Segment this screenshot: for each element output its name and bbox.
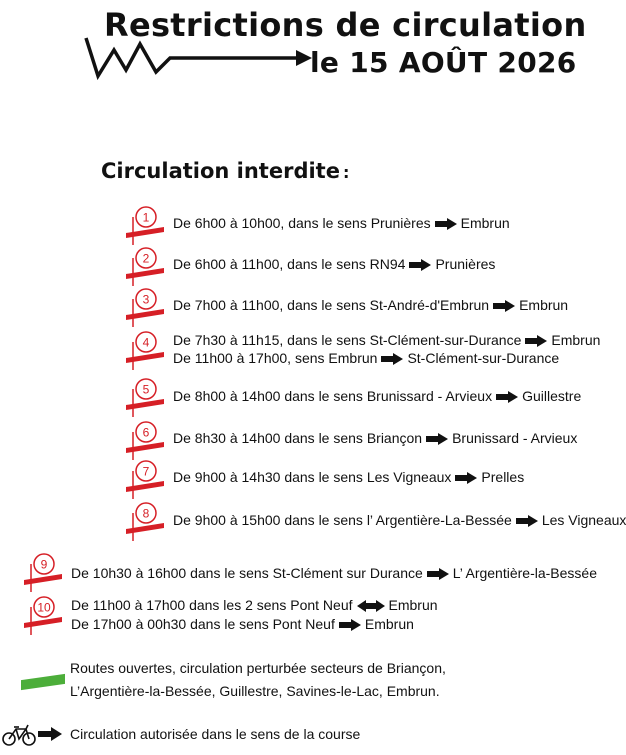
arrow-right-icon <box>38 727 62 741</box>
restriction-badge-4 <box>124 330 168 379</box>
arrow-right-icon <box>496 391 518 403</box>
arrow-right-icon <box>516 515 538 527</box>
restriction-text: De 8h00 à 14h00 dans le sens Brunissard - Arvieux <box>173 388 493 404</box>
road-marker-icon <box>124 501 168 545</box>
open-routes-line-2: L’Argentière-la-Bessée, Guillestre, Savines-le-Lac, Embrun. <box>70 683 440 699</box>
restriction-destination: Embrun <box>460 215 510 231</box>
badge-number: 4 <box>142 335 150 350</box>
badge-number: 7 <box>142 464 150 479</box>
restriction-text: De 8h30 à 14h00 dans le sens Briançon <box>173 430 423 446</box>
restriction-line <box>173 332 600 349</box>
road-marker-icon <box>124 205 168 249</box>
badge-number: 5 <box>142 382 150 397</box>
section-title <box>101 159 349 183</box>
badge-number: 10 <box>37 600 51 615</box>
restriction-line <box>71 565 597 582</box>
restriction-text: De 6h00 à 10h00, dans le sens Prunières <box>173 215 431 231</box>
restriction-line <box>173 256 495 273</box>
restriction-line <box>71 597 438 614</box>
restriction-text: De 7h00 à 11h00, dans le sens St-André-d'Embrun <box>173 297 490 313</box>
badge-number: 6 <box>142 425 150 440</box>
restriction-badge-8 <box>124 501 168 550</box>
restriction-line <box>173 469 524 486</box>
road-marker-icon <box>124 287 168 331</box>
arrow-right-icon <box>427 568 449 580</box>
restriction-line <box>173 512 626 529</box>
road-marker-icon <box>124 420 168 464</box>
bicycle-icon <box>2 723 38 747</box>
restriction-text: De 9h00 à 15h00 dans le sens l’ Argentière-La-Bessée <box>173 512 512 528</box>
badge-number: 9 <box>40 557 48 572</box>
arrow-right-icon <box>339 619 361 631</box>
open-routes-line-1: Routes ouvertes, circulation perturbée secteurs de Briançon, <box>70 660 446 676</box>
restriction-text: De 11h00 à 17h00, sens Embrun <box>173 350 378 366</box>
restriction-text: De 17h00 à 00h30 dans le sens Pont Neuf <box>71 616 335 632</box>
restriction-text: De 10h30 à 16h00 dans le sens St-Clément sur Durance <box>71 565 423 581</box>
section-title-colon: : <box>342 163 350 182</box>
restriction-destination: St-Clément-sur-Durance <box>407 350 560 366</box>
arrow-right-icon <box>426 433 448 445</box>
restriction-destination: Embrun <box>551 332 601 348</box>
page-title: Restrictions de circulation <box>104 6 587 44</box>
restriction-destination: Les Vigneaux <box>541 512 626 528</box>
restriction-line <box>173 388 581 405</box>
restriction-destination: Embrun <box>364 616 414 632</box>
green-route-marker <box>21 674 65 690</box>
restriction-destination: L’ Argentière-la-Bessée <box>452 565 597 581</box>
double-arrow-icon <box>357 600 385 612</box>
restriction-badge-10 <box>22 595 66 644</box>
restriction-line <box>173 215 510 232</box>
restriction-destination: Brunissard - Arvieux <box>452 430 578 446</box>
restriction-line <box>71 616 414 633</box>
restriction-line <box>173 350 559 367</box>
arrow-right-icon <box>435 218 457 230</box>
page-date: le 15 AOÛT 2026 <box>310 46 577 79</box>
restriction-badge-9 <box>22 552 66 601</box>
road-marker-icon <box>124 377 168 421</box>
restriction-text: De 11h00 à 17h00 dans les 2 sens Pont Neuf <box>71 597 353 613</box>
restriction-line <box>173 297 568 314</box>
restriction-destination: Embrun <box>519 297 569 313</box>
arrow-right-icon <box>409 259 431 271</box>
badge-number: 8 <box>142 506 150 521</box>
restriction-destination: Embrun <box>388 597 438 613</box>
badge-number: 2 <box>142 251 150 266</box>
badge-number: 1 <box>142 210 150 225</box>
bike-note: Circulation autorisée dans le sens de la course <box>70 726 361 742</box>
badge-number: 3 <box>142 292 150 307</box>
arrow-right-icon <box>493 300 515 312</box>
restriction-badge-3 <box>124 287 168 336</box>
road-marker-icon <box>22 595 66 639</box>
restriction-destination: Guillestre <box>522 388 582 404</box>
restriction-line <box>173 430 577 447</box>
arrow-right-icon <box>455 472 477 484</box>
restriction-destination: Prunières <box>435 256 496 272</box>
road-marker-icon <box>124 459 168 503</box>
restriction-destination: Prelles <box>481 469 525 485</box>
road-marker-icon <box>124 246 168 290</box>
restriction-badge-5 <box>124 377 168 426</box>
arrow-right-icon <box>381 353 403 365</box>
road-marker-icon <box>124 330 168 374</box>
section-title-text: Circulation interdite <box>101 159 340 183</box>
restriction-text: De 6h00 à 11h00, dans le sens RN94 <box>173 256 406 272</box>
road-marker-icon <box>22 552 66 596</box>
arrow-right-icon <box>525 335 547 347</box>
restriction-text: De 9h00 à 14h30 dans le sens Les Vigneaux <box>173 469 452 485</box>
restriction-text: De 7h30 à 11h15, dans le sens St-Clément-sur-Durance <box>173 332 522 348</box>
